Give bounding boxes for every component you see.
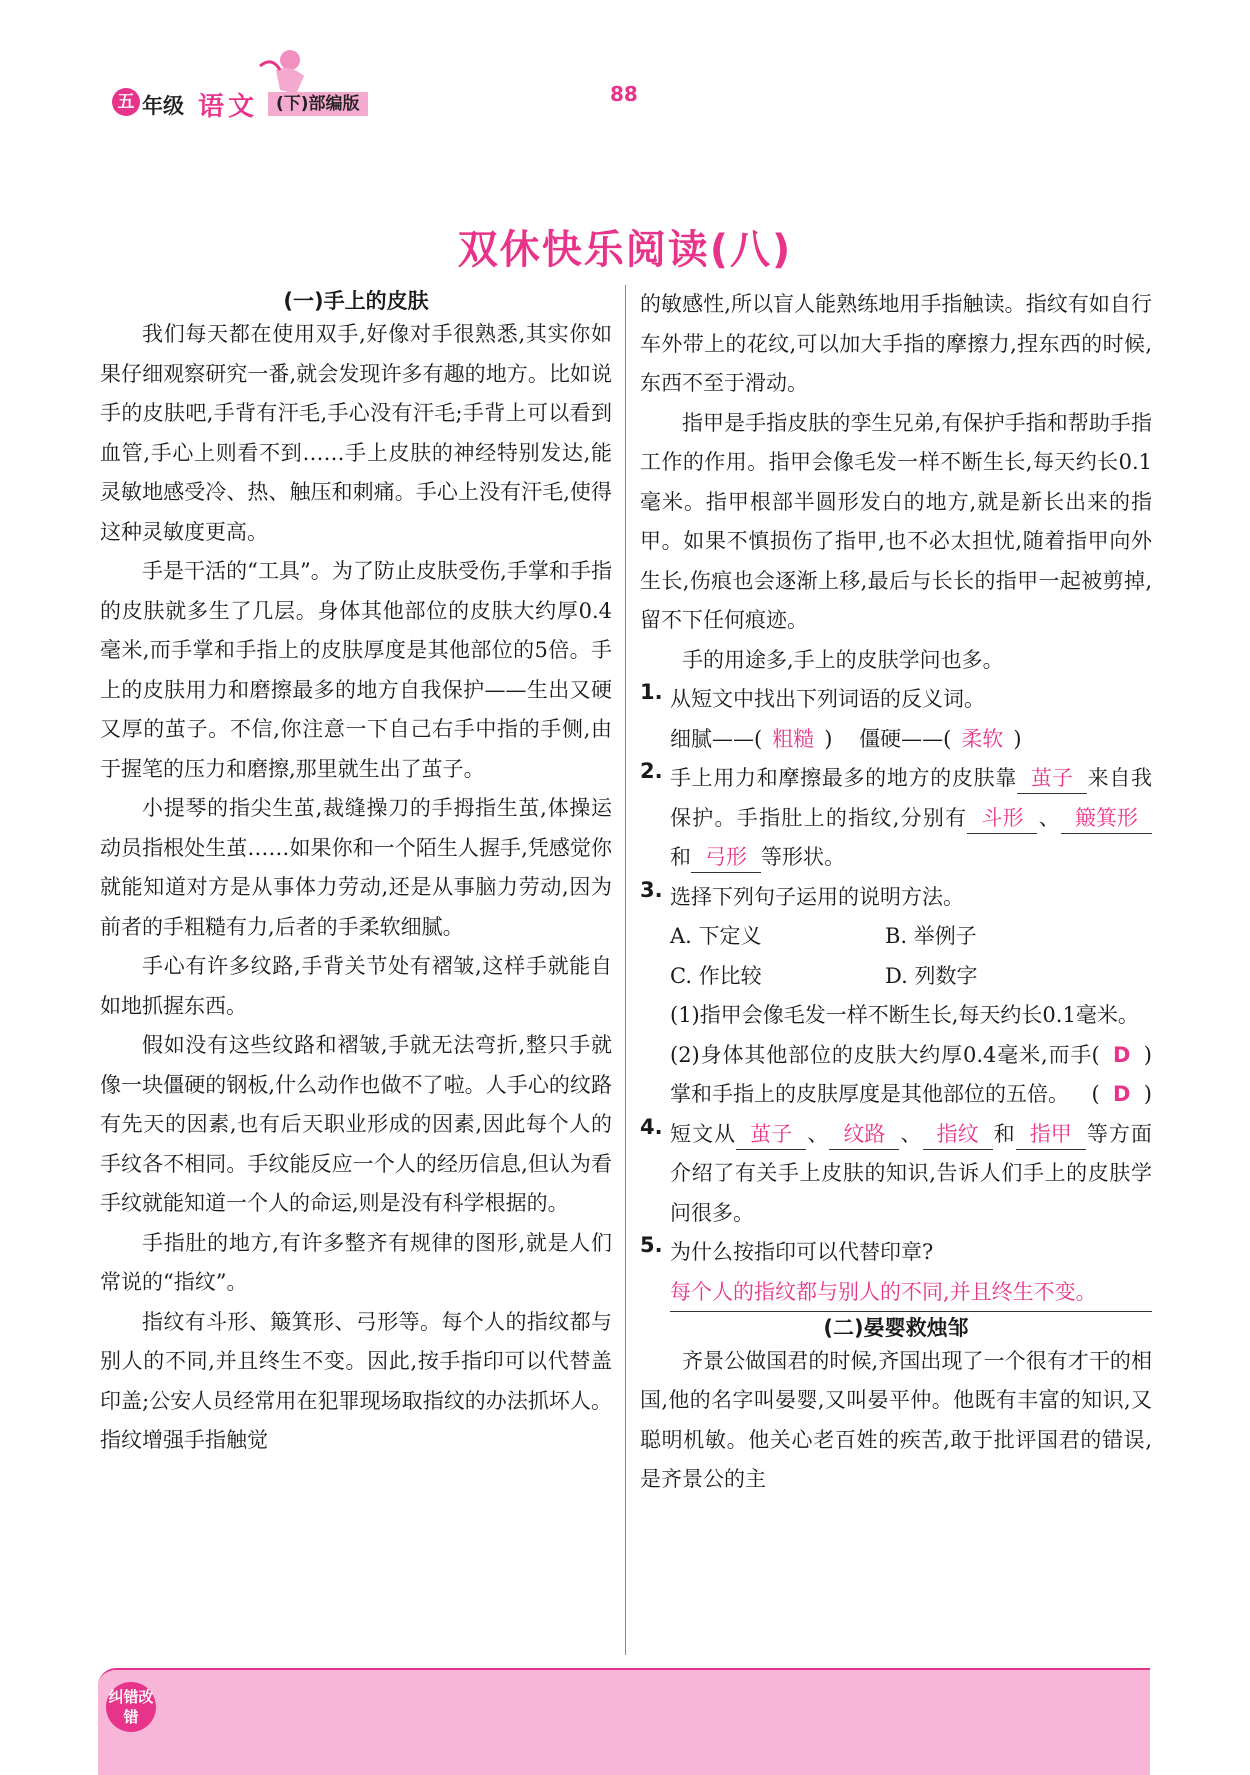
answer: 指纹 — [923, 1119, 993, 1150]
option: A. 下定义 — [670, 924, 762, 948]
paragraph: 手的用途多,手上的皮肤学问也多。 — [682, 647, 1004, 672]
left-column — [100, 285, 612, 1461]
paragraph: 小提琴的指尖生茧,裁缝操刀的手拇指生茧,体操运动员指根处生茧……如果你和一个陌生人握手,凭感觉你就能知道对方是从事体力劳动,还是从事脑力劳动,因为前者的手粗糙有力,后者的手柔软细腻。 — [100, 796, 612, 939]
paragraph: 手心有许多纹路,手背关节处有褶皱,这样手就能自如地抓握东西。 — [100, 954, 612, 1018]
option: B. 举例子 — [885, 924, 977, 948]
paragraph: 齐景公做国君的时候,齐国出现了一个很有才干的相国,他的名字叫晏婴,又叫晏平仲。他既有丰富的知识,又聪明机敏。他关心老百姓的疾苦,敢于批评国君的错误,是齐景公的主 — [640, 1348, 1152, 1491]
volume-label: (下)部编版 — [268, 92, 368, 116]
question-3-options — [640, 917, 1152, 996]
paragraph: 手是干活的“工具”。为了防止皮肤受伤,手掌和手指的皮肤就多生了几层。身体其他部位的皮肤大约厚0.4毫米,而手掌和手指上的皮肤厚度是其他部位的5倍。手上的皮肤用力和磨擦最多的地方自我保护——生出又硬又厚的茧子。不信,你注意一下自己右手中指的手侧,由于握笔的压力和磨擦,那里就生出了茧子。 — [100, 559, 612, 781]
answer: D — [1113, 1042, 1131, 1067]
footer-notes-area — [98, 1668, 1150, 1775]
column-divider — [625, 285, 626, 1655]
answer: 指甲 — [1016, 1119, 1086, 1150]
paragraph-continued: 的敏感性,所以盲人能熟练地用手指触读。指纹有如自行车外带上的花纹,可以加大手指的摩擦力,捏东西的时候,东西不至于滑动。 — [640, 292, 1152, 395]
question-3-item-1: (1)指甲会像毛发一样不断生长,每天约长0.1毫米。 ( D ) — [670, 1003, 1152, 1067]
answer: 柔软 — [961, 726, 1004, 751]
answer: 茧子 — [736, 1119, 806, 1150]
question-1-answers: 细腻——( 粗糙 ) 僵硬——( 柔软 ) — [670, 726, 1022, 751]
option: D. 列数字 — [885, 963, 978, 988]
section1-title: (一)手上的皮肤 — [283, 289, 429, 313]
subject-label: 语文 — [198, 92, 259, 122]
answer: 粗糙 — [772, 726, 815, 751]
answer: 弓形 — [691, 842, 761, 873]
answer: 斗形 — [967, 803, 1037, 834]
grade-label: 年级 — [142, 94, 184, 118]
answer: 茧子 — [1017, 763, 1087, 794]
paragraph: 假如没有这些纹路和褶皱,手就无法弯折,整只手就像一块僵硬的钢板,什么动作也做不了啦。人手心的纹路有先天的因素,也有后天职业形成的因素,因此每个人的手纹各不相同。手纹能反应一个人的经历信息,但认为看手纹就能知道一个人的命运,则是没有科学根据的。 — [100, 1033, 612, 1215]
section2-title: (二)晏婴救烛邹 — [823, 1315, 969, 1340]
paragraph: 指甲是手指皮肤的孪生兄弟,有保护手指和帮助手指工作的作用。指甲会像毛发一样不断生长,每天约长0.1毫米。指甲根部半圆形发白的地方,就是新长出来的指甲。如果不慎损伤了指甲,也不必太担忧,随着指甲向外生长,伤痕也会逐渐上移,最后与长长的指甲一起被剪掉,留不下任何痕迹。 — [640, 410, 1152, 632]
header — [108, 40, 408, 120]
page-title: 双休快乐阅读(八) — [457, 227, 793, 273]
mascot-icon — [256, 46, 316, 96]
question-3-item-2: (2)身体其他部位的皮肤大约厚0.4毫米,而手掌和手指上的皮肤厚度是其他部位的五倍。 ( D ) — [670, 1042, 1152, 1106]
question-2: 2. 手上用力和摩擦最多的地方的皮肤靠 茧子 来自我保护。手指肚上的指纹,分别有 斗形 、 簸箕形和 弓形 等形状。 — [640, 759, 1152, 878]
page-number: 88 — [610, 82, 638, 106]
answer: 簸箕形 — [1061, 803, 1152, 834]
paragraph: 我们每天都在使用双手,好像对手很熟悉,其实你如果仔细观察研究一番,就会发现许多有趣的地方。比如说手的皮肤吧,手背有汗毛,手心没有汗毛;手背上可以看到血管,手心上则看不到……手上皮肤的神经特别发达,能灵敏地感受冷、热、触压和刺痛。手心上没有汗毛,使得这种灵敏度更高。 — [100, 322, 612, 544]
correction-badge: 纠错改错 — [106, 1682, 156, 1732]
option: C. 作比较 — [670, 963, 762, 988]
paragraph: 指纹有斗形、簸箕形、弓形等。每个人的指纹都与别人的不同,并且终生不变。因此,按手指印可以代替盖印盖;公安人员经常用在犯罪现场取指纹的办法抓坏人。指纹增强手指触觉 — [100, 1309, 612, 1452]
answer: D — [1113, 1082, 1131, 1106]
right-column — [640, 285, 1152, 1500]
question-5-answer: 每个人的指纹都与别人的不同,并且终生不变。 — [670, 1273, 1152, 1312]
paragraph: 手指肚的地方,有许多整齐有规律的图形,就是人们常说的“指纹”。 — [100, 1230, 612, 1294]
answer: 纹路 — [829, 1119, 899, 1150]
question-3: 3. 选择下列句子运用的说明方法。 — [640, 877, 964, 909]
question-5: 5. 为什么按指印可以代替印章? — [640, 1233, 934, 1264]
question-1: 1. 从短文中找出下列词语的反义词。 — [640, 680, 985, 711]
grade-badge: 五 — [112, 88, 140, 116]
question-4: 4. 短文从 茧子 、 纹路 、 指纹 和 指甲 等方面介绍了有关手上皮肤的知识,告诉人们手上的皮肤学问很多。 — [640, 1114, 1153, 1225]
